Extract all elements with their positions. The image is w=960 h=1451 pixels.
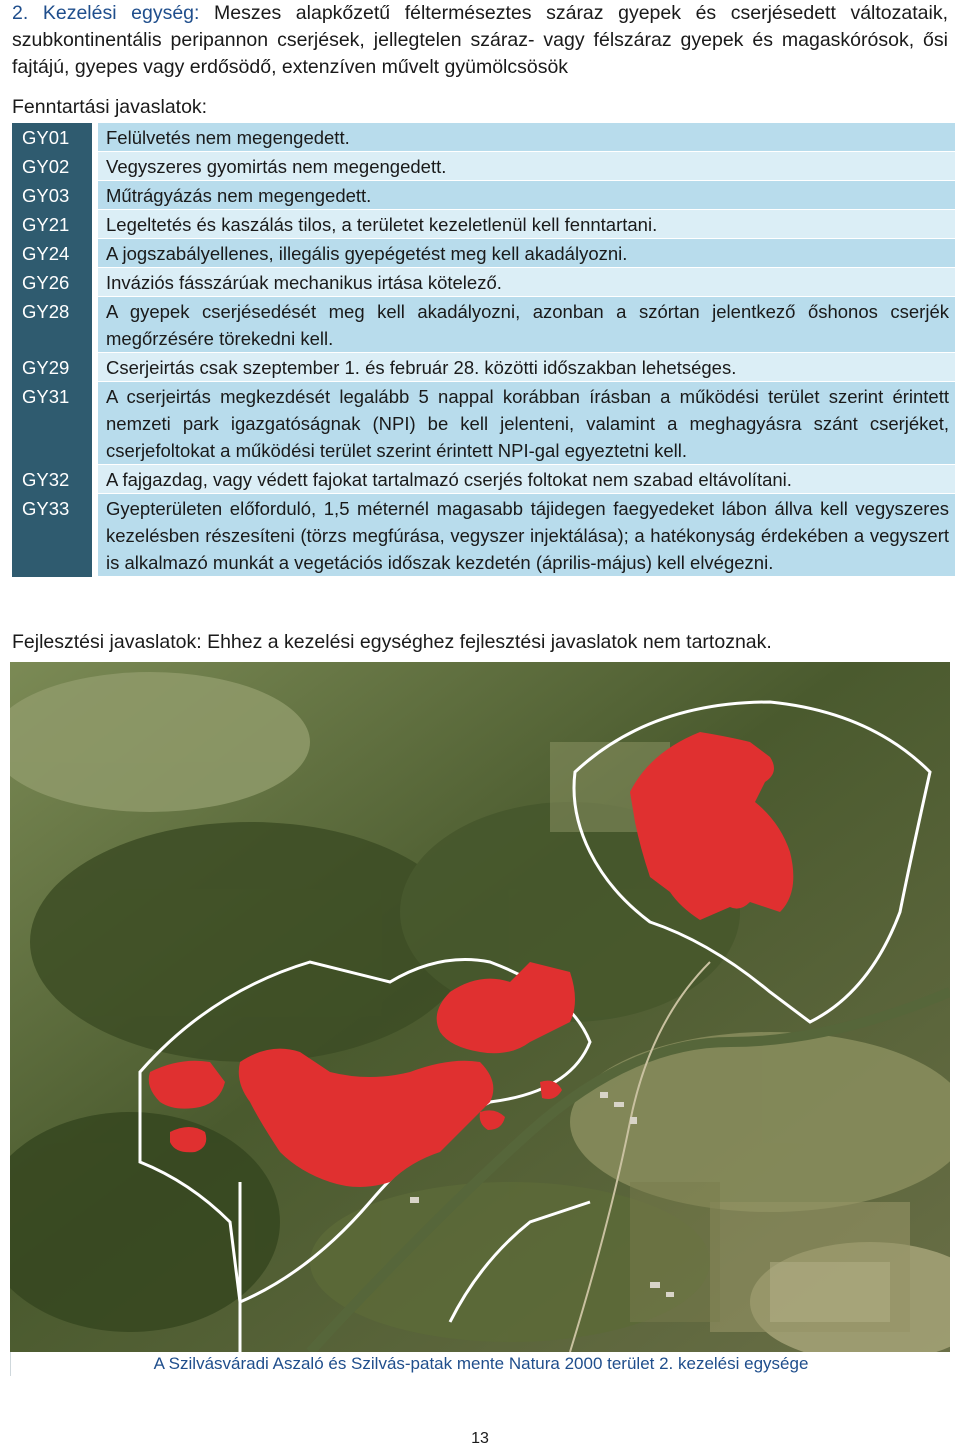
- recommendation-row: [12, 123, 955, 152]
- recommendation-text: Inváziós fásszárúak mechanikus irtása kötelező.: [98, 268, 955, 297]
- aerial-map-image: [10, 662, 950, 1352]
- section-number: 2.: [12, 2, 29, 24]
- recommendation-row: [12, 210, 955, 239]
- aerial-map: [10, 662, 950, 1352]
- recommendation-text: Legeltetés és kaszálás tilos, a területet kezeletlenül kell fenntartani.: [98, 210, 955, 239]
- recommendation-text: A jogszabályellenes, illegális gyepégetést meg kell akadályozni.: [98, 239, 955, 268]
- maintenance-label: Fenntartási javaslatok:: [12, 96, 208, 118]
- section-heading: [12, 0, 948, 81]
- section-description: Meszes alapkőzetű félterméseztes száraz gyepek és cserjésedett változataik, szubkontinentális peripannon cserjések, jellegtelen száraz- vagy félszáraz gyepek és magaskórósok, ősi fajtájú, gyepes vagy erdősödő, extenzíven művelt gyümölcsösök: [12, 2, 949, 78]
- map-caption: A Szilvásváradi Aszaló és Szilvás-patak mente Natura 2000 terület 2. kezelési egysége: [10, 1352, 951, 1376]
- recommendation-text: A fajgazdag, vagy védett fajokat tartalmazó cserjés foltokat nem szabad eltávolítani.: [98, 465, 955, 494]
- recommendation-code: GY01: [12, 123, 92, 152]
- area-west-small: [170, 1127, 206, 1152]
- development-note: Fejlesztési javaslatok: Ehhez a kezelési egységhez fejlesztési javaslatok nem tartoznak.: [12, 631, 772, 653]
- recommendation-text: A gyepek cserjésedését meg kell akadályozni, azonban a szórtan jelentkező őshonos cserjék megőrzésére törekedni kell.: [98, 297, 955, 353]
- recommendation-text: Műtrágyázás nem megengedett.: [98, 181, 955, 210]
- recommendation-code: GY26: [12, 268, 92, 297]
- page-number: 13: [471, 1430, 489, 1447]
- recommendation-text: A cserjeirtás megkezdését legalább 5 nappal korábban írásban a működési terület szerint érintett nemzeti park igazgatóságnak (NPI) be kell jelenteni, valamint a meghagyásra szánt cserjéket, cserjefoltokat a működési terület szerint érintett NPI-gal egyeztetni kell.: [98, 382, 955, 465]
- recommendation-row: [12, 494, 955, 577]
- recommendation-text: Gyepterületen előforduló, 1,5 méternél magasabb tájidegen faegyedeket lábon állva kell vegyszeres kezelésben részesíteni (törzs megfúrása, vegyszer injektálása); a hatékonyság érdekében a vegyszert is alkalmazó munkát a vegetációs időszak kezdetén (április-május) kell elvégezni.: [98, 494, 955, 577]
- recommendation-text: Felülvetés nem megengedett.: [98, 123, 955, 152]
- recommendation-code: GY03: [12, 181, 92, 210]
- recommendation-row: [12, 181, 955, 210]
- recommendation-code: GY32: [12, 465, 92, 494]
- recommendation-code: GY33: [12, 494, 92, 577]
- recommendations-table: [12, 123, 955, 577]
- recommendation-code: GY24: [12, 239, 92, 268]
- recommendation-row: [12, 268, 955, 297]
- recommendation-code: GY21: [12, 210, 92, 239]
- recommendation-row: [12, 465, 955, 494]
- recommendation-row: [12, 239, 955, 268]
- recommendation-code: GY28: [12, 297, 92, 353]
- recommendation-row: [12, 297, 955, 353]
- recommendation-row: [12, 152, 955, 181]
- recommendation-code: GY02: [12, 152, 92, 181]
- recommendation-code: GY29: [12, 353, 92, 382]
- section-unit-label: Kezelési egység:: [42, 2, 200, 24]
- recommendation-text: Cserjeirtás csak szeptember 1. és február 28. közötti időszakban lehetséges.: [98, 353, 955, 382]
- recommendation-row: [12, 382, 955, 465]
- recommendation-text: Vegyszeres gyomirtás nem megengedett.: [98, 152, 955, 181]
- recommendation-row: [12, 353, 955, 382]
- recommendation-code: GY31: [12, 382, 92, 465]
